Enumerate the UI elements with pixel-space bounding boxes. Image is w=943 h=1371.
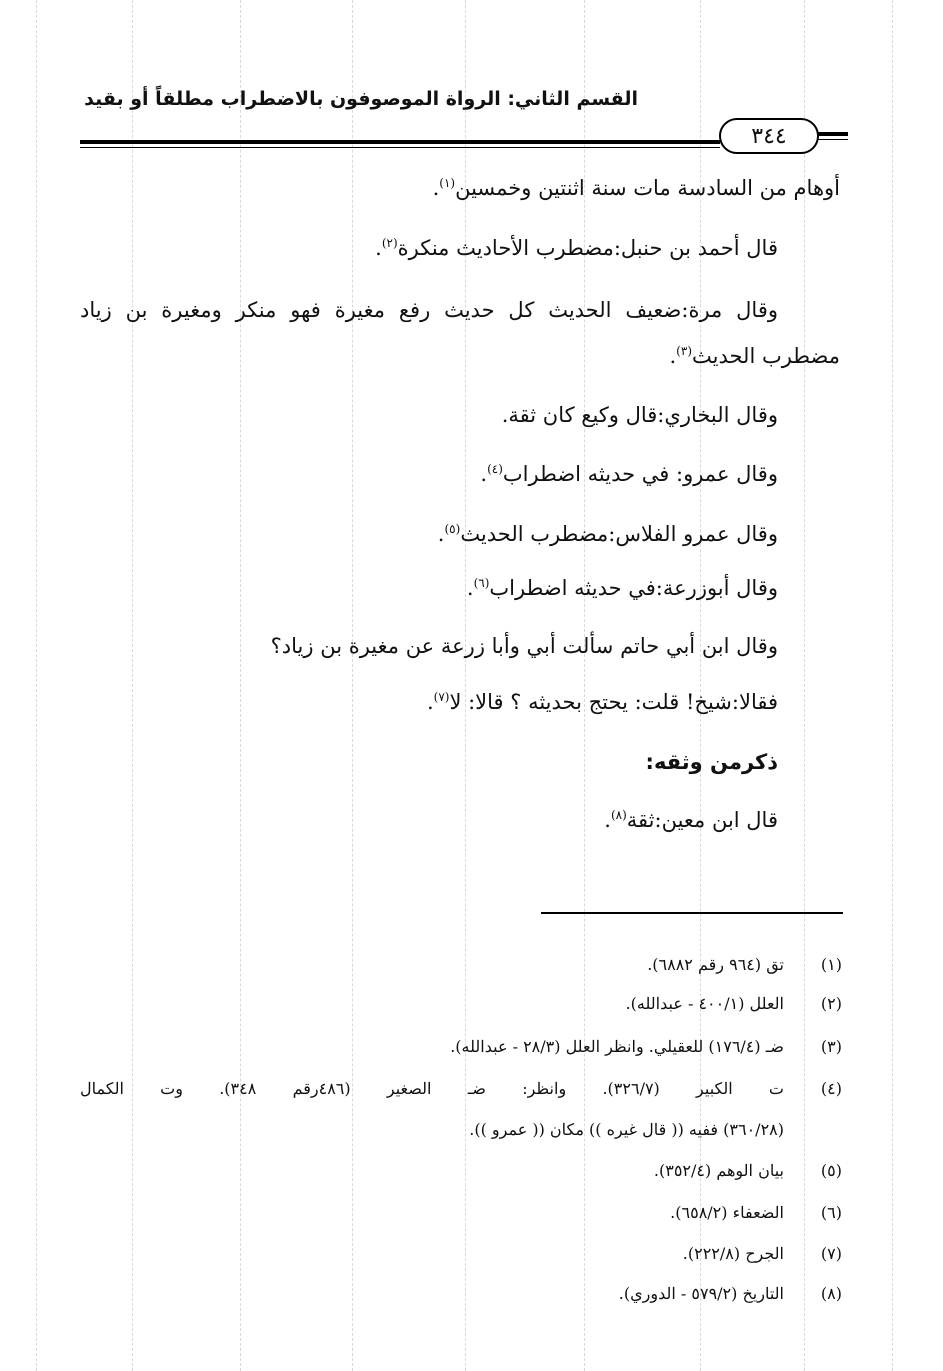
footnote-separator xyxy=(541,912,843,914)
guide-line xyxy=(892,0,893,1371)
footnote-text: تق (٩٦٤ رقم ٦٨٨٢). xyxy=(647,955,784,974)
text-line: وقال البخاري:قال وكيع كان ثقة. xyxy=(501,403,778,427)
footnote-text: الجرح (٢٢٢/٨). xyxy=(682,1244,784,1263)
guide-line xyxy=(465,0,466,1371)
text-line: قال أحمد بن حنبل:مضطرب الأحاديث منكرة$^{(٢)}$. xyxy=(375,236,778,260)
footnote-text: ت الكبير (٣٢٦/٧). وانظر: ضـ الصغير (٤٨٦رقم ٣٤٨). وت الكمال xyxy=(80,1079,784,1098)
footnote-number: (٣) xyxy=(820,1037,842,1056)
guide-line xyxy=(36,0,37,1371)
footnote-text: ضـ (١٧٦/٤) للعقيلي. وانظر العلل (٢٨/٣ - عبدالله). xyxy=(450,1037,784,1056)
footnote-number: (٨) xyxy=(820,1284,842,1303)
guide-line xyxy=(240,0,241,1371)
text-line: وقال عمرو الفلاس:مضطرب الحديث$^{(٥)}$. xyxy=(437,522,778,546)
page-number-badge xyxy=(719,118,819,154)
guide-line xyxy=(584,0,585,1371)
text-line: قال ابن معين:ثقة$^{(٨)}$. xyxy=(604,808,778,832)
guide-line xyxy=(132,0,133,1371)
text-line: وقال ابن أبي حاتم سألت أبي وأبا زرعة عن مغيرة بن زياد؟ xyxy=(270,634,778,658)
footnote-text: الضعفاء (٦٥٨/٢). xyxy=(670,1203,784,1222)
header-rule-right-thin xyxy=(818,139,848,140)
footnote-text: التاريخ (٥٧٩/٢ - الدوري). xyxy=(618,1284,784,1303)
footnote-number: (٤) xyxy=(820,1079,842,1098)
footnote-text: بيان الوهم (٣٥٢/٤). xyxy=(653,1161,784,1180)
section-heading: ذكرمن وثقه: xyxy=(645,750,778,774)
page-header-title: القسم الثاني: الرواة الموصوفون بالاضطراب مطلقاً أو بقيد xyxy=(84,88,638,110)
footnote-number: (٧) xyxy=(820,1244,842,1263)
text-line: أوهام من السادسة مات سنة اثنتين وخمسين$^{(١)}$. xyxy=(432,176,840,200)
header-rule-thin xyxy=(80,147,720,148)
footnote-text: (٣٦٠/٢٨) ففيه (( قال غيره )) مكان (( عمرو )). xyxy=(469,1120,784,1139)
header-rule-right-thick xyxy=(818,132,848,136)
text-line: فقالا:شيخ! قلت: يحتج بحديثه ؟ قالا: لا$^{(٧)}$. xyxy=(426,690,778,714)
footnote-number: (٢) xyxy=(820,994,842,1013)
text-line: وقال أبوزرعة:في حديثه اضطراب$^{(٦)}$. xyxy=(466,576,778,600)
text-line: وقال عمرو: في حديثه اضطراب$^{(٤)}$. xyxy=(480,462,778,486)
footnote-number: (٦) xyxy=(820,1203,842,1222)
header-rule-thick xyxy=(80,140,720,144)
guide-line xyxy=(352,0,353,1371)
footnote-number: (١) xyxy=(820,955,842,974)
text-line: وقال مرة:ضعيف الحديث كل حديث رفع مغيرة فهو منكر ومغيرة بن زياد xyxy=(80,298,778,322)
text-line: مضطرب الحديث$^{(٣)}$. xyxy=(669,344,840,368)
footnote-number: (٥) xyxy=(820,1161,842,1180)
footnote-text: العلل (٤٠٠/١ - عبدالله). xyxy=(625,994,784,1013)
page-number: ٣٤٤ xyxy=(751,123,787,149)
